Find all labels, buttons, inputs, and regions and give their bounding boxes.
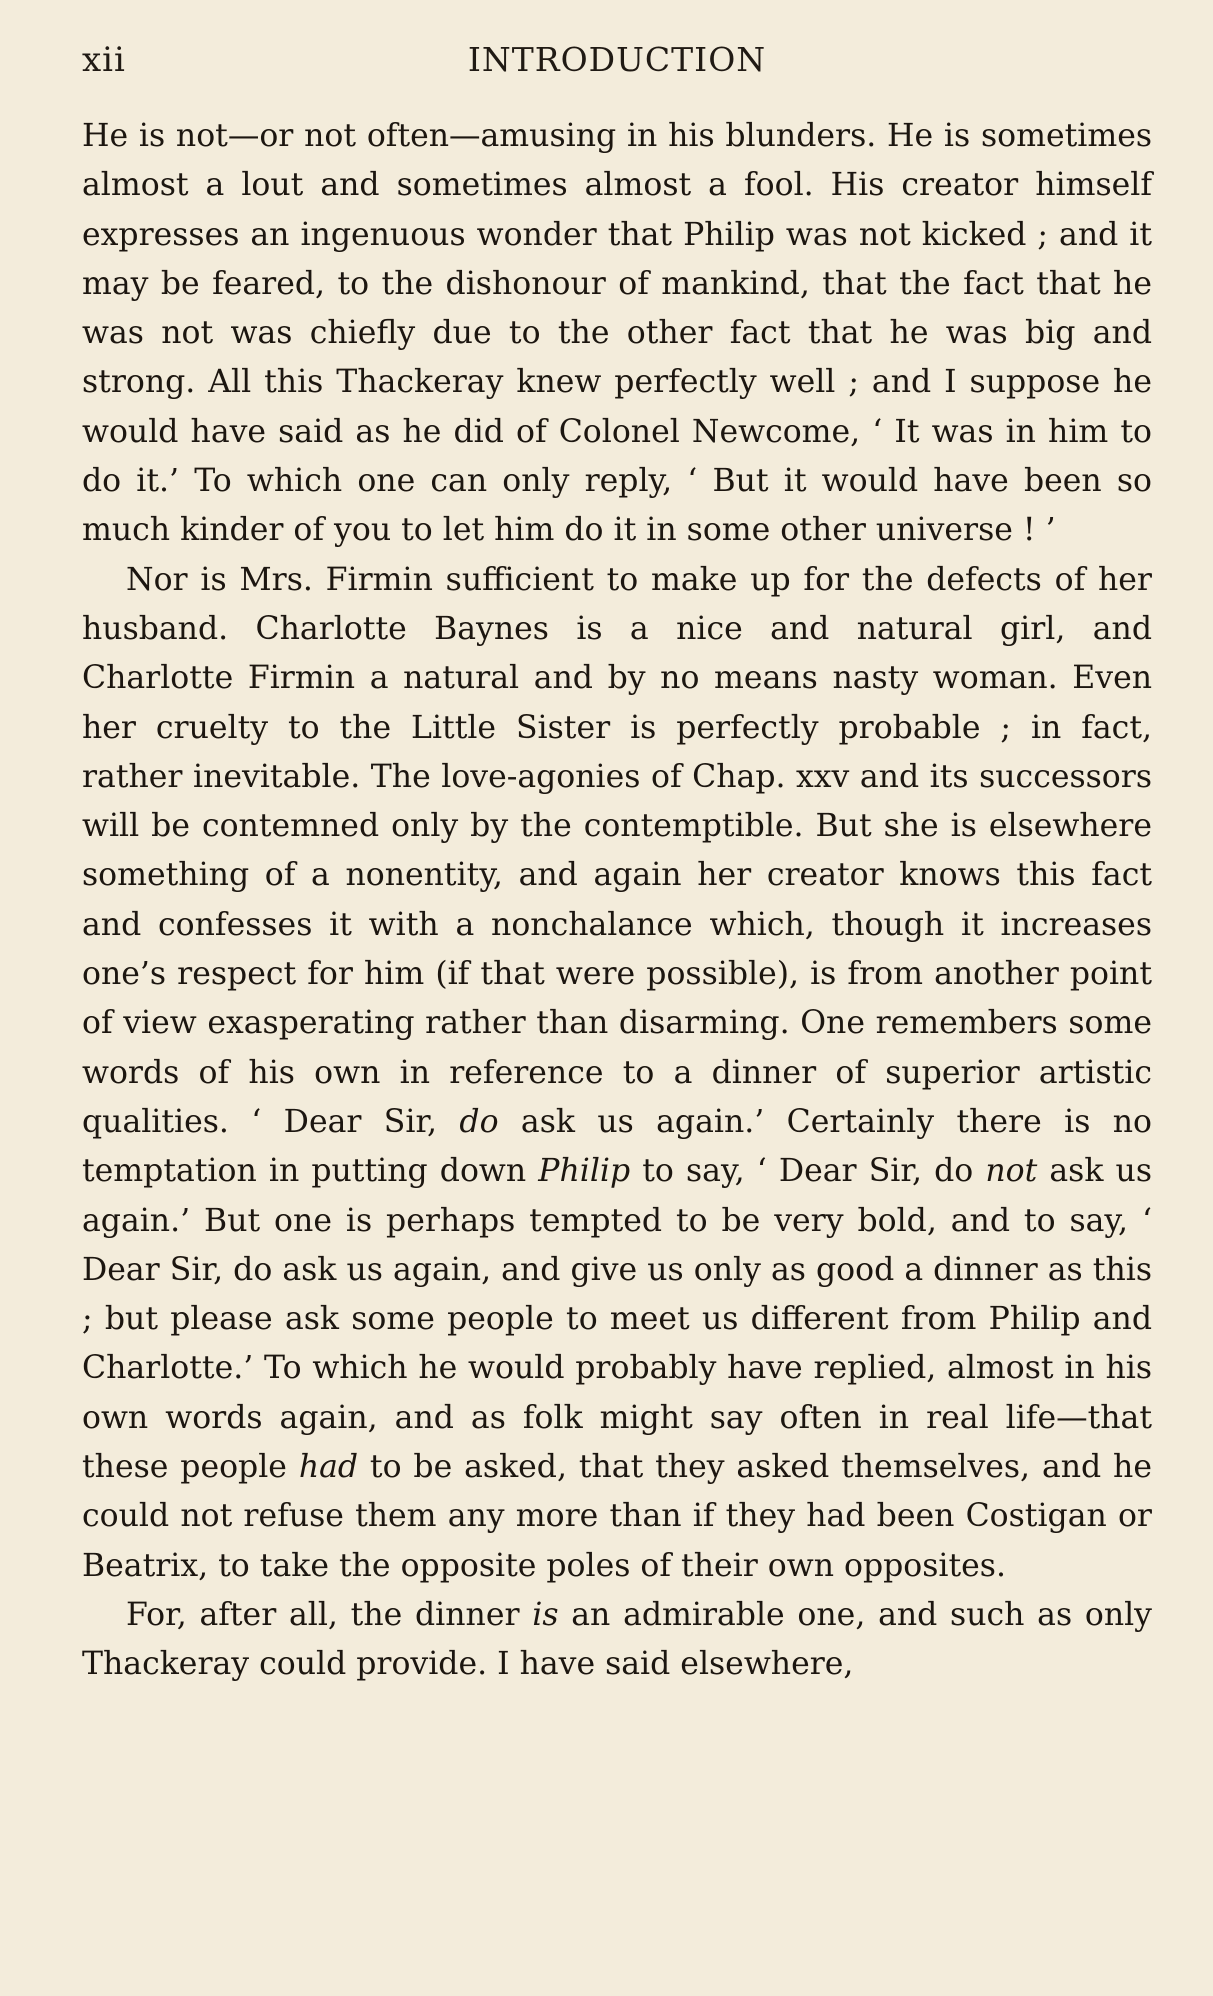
paragraph-1	[82, 112, 1152, 556]
text-run: to be asked, that they asked themselves, and he could not refuse them any more than if they had been Costigan or Beatrix, to take the opposite poles of their own opposites.	[82, 1449, 1152, 1584]
italic-text: Philip	[538, 1153, 631, 1190]
text-run: For, after all, the dinner	[126, 1596, 533, 1633]
text-run: ask us again.’ But one is perhaps tempted to be very bold, and to say, ‘ Dear Sir, do ask us again, and give us only as good a dinner as this ; but please ask some people to meet us different from Philip and Charlotte.’ To which he would probably have replied, almost in his own words again, and as folk might say often in real life—that these people	[82, 1153, 1152, 1486]
text-run: to say, ‘ Dear Sir, do	[630, 1153, 986, 1190]
italic-text: not	[985, 1153, 1038, 1190]
italic-text: is	[532, 1596, 559, 1633]
paragraph-2	[82, 556, 1152, 1591]
italic-text: do	[459, 1103, 499, 1140]
running-head: INTRODUCTION	[467, 40, 767, 79]
page-number: xii	[82, 40, 126, 80]
text-run: He is not—or not often—amusing in his blunders. He is sometimes almost a lout and sometimes almost a fool. His creator himself expresses an ingenuous wonder that Philip was not kicked ; and it may be feared, to the dishonour of mankind, that the fact that he was not was chiefly due to the other fact that he was big and strong. All this Thackeray knew perfectly well ; and I suppose he would have said as he did of Colonel Newcome, ‘ It was in him to do it.’ To which one can only reply, ‘ But it would have been so much kinder of you to let him do it in some other universe ! ’	[82, 118, 1152, 549]
body-text	[82, 112, 1152, 1690]
paragraph-3	[82, 1591, 1152, 1690]
page-header	[82, 40, 1152, 90]
italic-text: had	[298, 1449, 359, 1486]
text-run: Nor is Mrs. Firmin sufficient to make up for the defects of her husband. Charlotte Baynes is a nice and natural girl, and Charlotte Firmin a natural and by no means nasty woman. Even her cruelty to the Little Sister is perfectly probable ; in fact, rather inevitable. The love-agonies of Chap. xxv and its successors will be contemned only by the contemptible. But she is elsewhere something of a nonentity, and again her creator knows this fact and confesses it with a nonchalance which, though it increases one’s respect for him (if that were possible), is from another point of view exasperating rather than disarming. One remembers some words of his own in reference to a dinner of superior artistic qualities. ‘ Dear Sir,	[82, 561, 1152, 1140]
text-run: ask us again.’ Certainly there is no temptation in putting down	[82, 1103, 1152, 1190]
text-run: an admirable one, and such as only Thackeray could provide. I have said elsewhere,	[82, 1596, 1152, 1683]
